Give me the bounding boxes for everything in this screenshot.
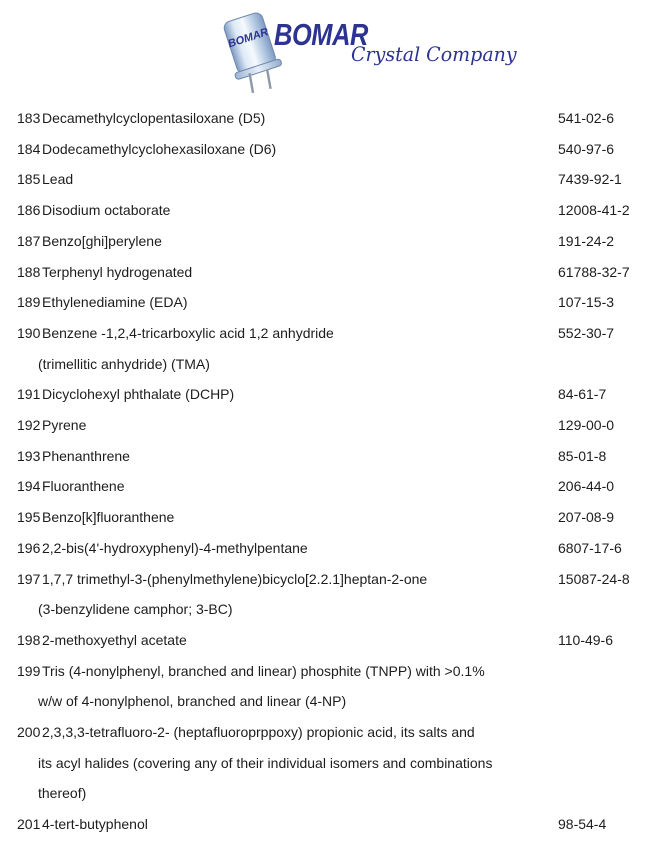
substance-name <box>0 103 654 134</box>
cas-number: 84-61-7 <box>558 386 607 403</box>
substance-name <box>0 441 654 472</box>
substance-number: 188 <box>17 263 41 280</box>
substance-name-line: Dicyclohexyl phthalate (DCHP) <box>42 386 235 403</box>
substance-number: 201 <box>17 816 41 833</box>
substance-row <box>0 257 654 288</box>
substance-number: 194 <box>17 478 41 495</box>
substance-row <box>0 410 654 441</box>
substance-row <box>0 103 654 134</box>
brand-tagline: Crystal Company <box>351 42 517 66</box>
substance-name <box>0 195 654 226</box>
substance-name <box>0 564 654 625</box>
substance-name-line: Benzo[ghi]perylene <box>42 232 162 249</box>
cas-number: 15087-24-8 <box>558 570 630 587</box>
cas-number: 110-49-6 <box>558 631 614 648</box>
substance-name-line: Fluoranthene <box>42 478 125 495</box>
substance-row <box>0 809 654 840</box>
brand-wordmark: BOMAR <box>274 17 368 52</box>
substance-name-line: Pyrene <box>42 417 87 434</box>
crystal-label: BOMAR <box>226 26 270 51</box>
substance-name-line: (trimellitic anhydride) (TMA) <box>38 355 210 372</box>
substance-name <box>0 533 654 564</box>
substance-row <box>0 656 654 717</box>
substance-name-line: Disodium octaborate <box>42 202 171 219</box>
cas-number: 7439-92-1 <box>558 171 622 188</box>
substance-name-line: Phenanthrene <box>42 447 130 464</box>
substance-row <box>0 318 654 379</box>
cas-number: 129-00-0 <box>558 417 615 434</box>
substance-row <box>0 379 654 410</box>
substance-row <box>0 134 654 165</box>
substance-row <box>0 471 654 502</box>
substance-number: 192 <box>17 417 41 434</box>
substance-number: 193 <box>17 447 41 464</box>
cas-number: 540-97-6 <box>558 140 615 157</box>
substance-row <box>0 502 654 533</box>
substance-name-line: Lead <box>42 171 74 188</box>
cas-number: 12008-41-2 <box>558 202 630 219</box>
cas-number: 206-44-0 <box>558 478 615 495</box>
substance-row <box>0 226 654 257</box>
cas-number: 552-30-7 <box>558 324 615 341</box>
substance-row <box>0 441 654 472</box>
substance-number: 187 <box>17 232 41 249</box>
substance-name-line: Benzo[k]fluoranthene <box>42 509 175 526</box>
substance-row <box>0 164 654 195</box>
substance-number: 183 <box>17 110 41 126</box>
substance-name <box>0 226 654 257</box>
cas-number: 541-02-6 <box>558 110 615 126</box>
substance-name <box>0 318 654 379</box>
substance-list <box>0 103 654 840</box>
substance-name-line: Terphenyl hydrogenated <box>42 263 193 280</box>
company-logo <box>0 0 654 100</box>
substance-row <box>0 625 654 656</box>
substance-name <box>0 410 654 441</box>
substance-number: 186 <box>17 202 41 219</box>
substance-name-line: 1,7,7 trimethyl-3-(phenylmethylene)bicyclo[2.2.1]heptan-2-one <box>42 570 428 587</box>
substance-number: 196 <box>17 539 41 556</box>
substance-name <box>0 257 654 288</box>
substance-name <box>0 809 654 840</box>
substance-number: 197 <box>17 570 41 587</box>
substance-number: 185 <box>17 171 41 188</box>
substance-row <box>0 717 654 809</box>
substance-name <box>0 502 654 533</box>
substance-name-line: Benzene -1,2,4-tricarboxylic acid 1,2 anhydride <box>42 324 334 341</box>
substance-name-line: w/w of 4-nonylphenol, branched and linear (4-NP) <box>38 693 347 710</box>
substance-name-line: 2-methoxyethyl acetate <box>42 631 187 648</box>
substance-number: 195 <box>17 509 41 526</box>
substance-row <box>0 195 654 226</box>
cas-number: 98-54-4 <box>558 816 607 833</box>
substance-name-line: Dodecamethylcyclohexasiloxane (D6) <box>42 140 277 157</box>
cas-number: 107-15-3 <box>558 294 615 311</box>
substance-name-line: 4-tert-butyphenol <box>42 816 148 833</box>
substance-number: 190 <box>17 324 41 341</box>
substance-row <box>0 533 654 564</box>
substance-name-line: Decamethylcyclopentasiloxane (D5) <box>42 110 266 126</box>
substance-number: 191 <box>17 386 41 403</box>
substance-name <box>0 287 654 318</box>
substance-number: 199 <box>17 662 41 679</box>
substance-row <box>0 287 654 318</box>
cas-number: 207-08-9 <box>558 509 615 526</box>
substance-name-line: Ethylenediamine (EDA) <box>42 294 188 311</box>
cas-number: 85-01-8 <box>558 447 607 464</box>
substance-name-line: thereof) <box>38 785 87 802</box>
substance-name <box>0 379 654 410</box>
substance-number: 200 <box>17 724 41 741</box>
substance-name <box>0 717 654 809</box>
substance-number: 189 <box>17 294 41 311</box>
substance-name <box>0 164 654 195</box>
substance-name <box>0 471 654 502</box>
cas-number: 61788-32-7 <box>558 263 630 280</box>
substance-name <box>0 625 654 656</box>
substance-row <box>0 564 654 625</box>
substance-name-line: 2,2-bis(4'-hydroxyphenyl)-4-methylpentane <box>42 539 308 556</box>
substance-name-line: Tris (4-nonylphenyl, branched and linear) phosphite (TNPP) with >0.1% <box>42 662 485 679</box>
cas-number: 191-24-2 <box>558 232 615 249</box>
substance-number: 184 <box>17 140 41 157</box>
substance-name-line: its acyl halides (covering any of their individual isomers and combinations <box>38 754 493 771</box>
substance-name <box>0 656 654 717</box>
substance-name-line: 2,3,3,3-tetrafluoro-2- (heptafluoroprppoxy) propionic acid, its salts and <box>42 724 475 741</box>
substance-name-line: (3-benzylidene camphor; 3-BC) <box>38 601 233 618</box>
cas-number: 6807-17-6 <box>558 539 622 556</box>
substance-number: 198 <box>17 631 41 648</box>
substance-name <box>0 134 654 165</box>
